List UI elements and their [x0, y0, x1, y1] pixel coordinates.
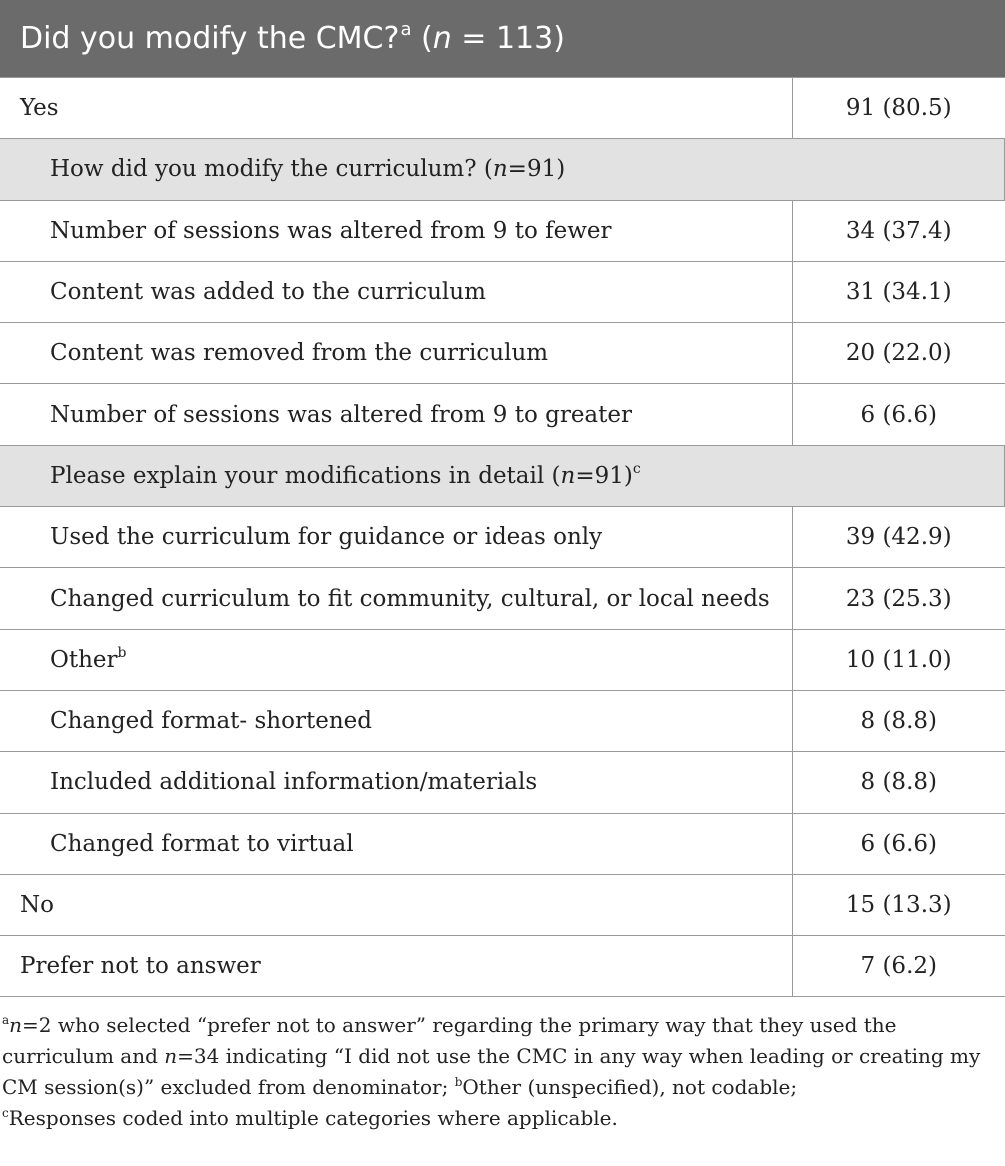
section-n-value: =91)	[507, 156, 566, 183]
table-title	[0, 0, 1005, 77]
footnote-marker-a: a	[2, 1013, 10, 1028]
row-label: Included additional information/materials	[0, 752, 793, 813]
table-row	[0, 384, 1005, 445]
row-value: 8 (8.8)	[793, 752, 1005, 813]
footnote-n-variable: n	[9, 1013, 23, 1038]
row-label: Content was added to the curriculum	[0, 261, 793, 322]
section-n-value: =91)	[575, 462, 633, 489]
section-header	[0, 139, 1005, 200]
row-label-text: Other	[50, 646, 118, 673]
row-label: Content was removed from the curriculum	[0, 323, 793, 384]
section-n-variable: n	[560, 462, 576, 489]
footnote-marker-b: b	[454, 1075, 463, 1090]
section-label: Please explain your modifications in detail (	[50, 462, 561, 489]
section-header-row	[0, 445, 1005, 506]
row-value: 6 (6.6)	[793, 813, 1005, 874]
row-value: 8 (8.8)	[793, 690, 1005, 751]
footnote-text-a1: =2 who selected “prefer not to answer” regarding the primary way that they used the curriculum and	[2, 1013, 897, 1069]
table-row	[0, 507, 1005, 568]
footnote-text-a2: =34 indicating “I did not use the CMC in any way when leading or creating my CM session(s)” excluded from denominator;	[2, 1044, 981, 1100]
footnote-marker-c: c	[2, 1106, 9, 1121]
table-row	[0, 629, 1005, 690]
table-row	[0, 752, 1005, 813]
row-value: 10 (11.0)	[793, 629, 1005, 690]
row-label: Number of sessions was altered from 9 to fewer	[0, 200, 793, 261]
row-value: 91 (80.5)	[793, 78, 1005, 139]
title-n-variable: n	[432, 21, 452, 56]
title-text: Did you modify the CMC?	[20, 21, 400, 56]
row-value: 15 (13.3)	[793, 874, 1005, 935]
row-label: Prefer not to answer	[0, 936, 793, 997]
data-table	[0, 77, 1005, 997]
row-label: Changed format- shortened	[0, 690, 793, 751]
footnote-text-c: Responses coded into multiple categories where applicable.	[8, 1106, 618, 1131]
row-label: Number of sessions was altered from 9 to greater	[0, 384, 793, 445]
title-n-value: = 113)	[451, 21, 565, 56]
row-label	[0, 629, 793, 690]
row-label: Used the curriculum for guidance or ideas only	[0, 507, 793, 568]
title-n-open: (	[411, 21, 433, 56]
table-row	[0, 936, 1005, 997]
section-header	[0, 445, 1005, 506]
footnote-text-b: Other (unspecified), not codable;	[462, 1075, 798, 1100]
row-value: 20 (22.0)	[793, 323, 1005, 384]
table-footnote	[0, 997, 1002, 1134]
table-row	[0, 690, 1005, 751]
table-row	[0, 874, 1005, 935]
section-label: How did you modify the curriculum? (	[50, 156, 493, 183]
row-label: No	[0, 874, 793, 935]
row-value: 6 (6.6)	[793, 384, 1005, 445]
section-footnote-marker: c	[632, 460, 641, 477]
row-value: 31 (34.1)	[793, 261, 1005, 322]
table-row	[0, 200, 1005, 261]
row-label: Yes	[0, 78, 793, 139]
row-value: 23 (25.3)	[793, 568, 1005, 629]
row-label: Changed format to virtual	[0, 813, 793, 874]
row-footnote-marker: b	[117, 644, 127, 661]
table-row	[0, 323, 1005, 384]
footnote-n-variable: n	[164, 1044, 178, 1069]
row-value: 39 (42.9)	[793, 507, 1005, 568]
row-value: 7 (6.2)	[793, 936, 1005, 997]
title-footnote-marker: a	[400, 19, 412, 40]
table-row	[0, 568, 1005, 629]
table-row	[0, 261, 1005, 322]
row-label: Changed curriculum to fit community, cultural, or local needs	[0, 568, 793, 629]
row-value: 34 (37.4)	[793, 200, 1005, 261]
section-header-row	[0, 139, 1005, 200]
table-row	[0, 813, 1005, 874]
section-n-variable: n	[492, 156, 508, 183]
table-row	[0, 78, 1005, 139]
